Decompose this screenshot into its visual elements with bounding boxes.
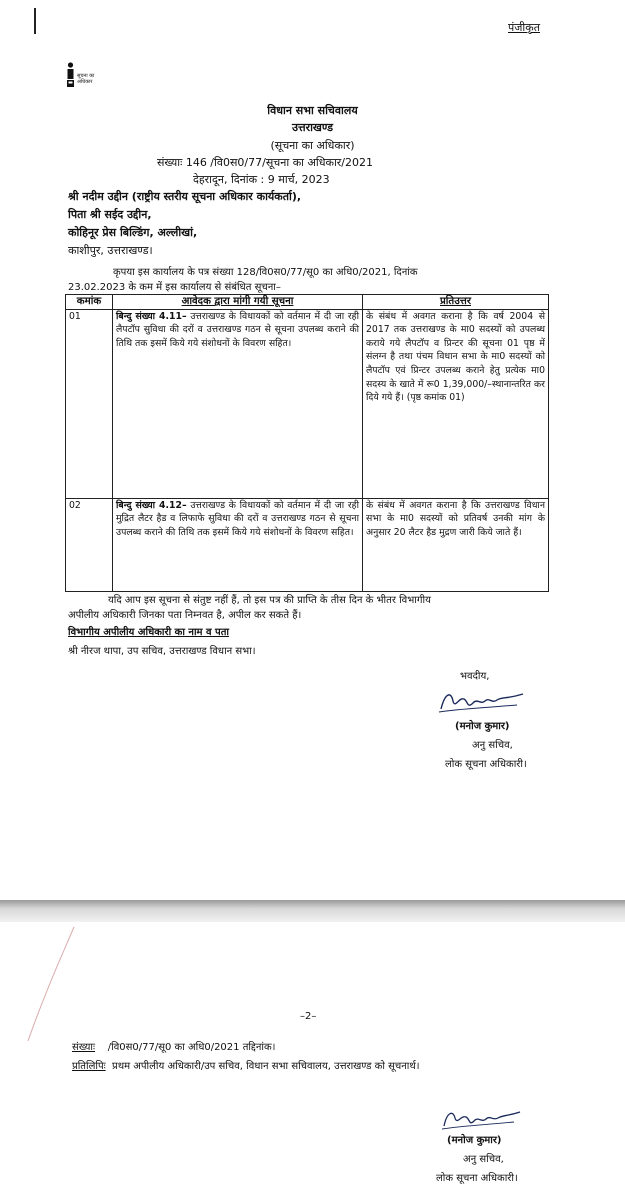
signature-icon [440,1106,522,1132]
intro-line-1: कृपया इस कार्यालय के पत्र संख्या 128/वि0स0/77/सू0 का अधि0/2021, दिनांक [113,267,418,278]
row-number: 01 [66,309,113,498]
addressee-line-1: श्री नदीम उद्दीन (राष्ट्रीय स्तरीय सूचना अधिकार कार्यकर्ता), [68,190,302,203]
reference-text: /वि0स0/77/सू0 का अधि0/2021 तद्दिनांक। [95,1042,276,1053]
table-header-row [66,295,549,310]
signatory-title-1: अनु सचिव, [463,1154,504,1165]
copy-to [72,1058,420,1072]
copy-label: प्रतिलिपिः [72,1061,106,1072]
copy-text: प्रथम अपीलीय अधिकारी/उप सचिव, विधान सभा सचिवालय, उत्तराखण्ड को सूचनार्थ। [105,1061,420,1072]
header-line-2: उत्तराखण्ड [291,121,334,134]
table-row [66,498,549,591]
reference-label: संख्याः [72,1042,96,1053]
row-question [113,498,363,591]
intro-line-2: 23.02.2023 के कम में इस कार्यालय से संबंधित सूचना– [68,282,281,293]
information-table [65,294,549,592]
appeal-heading: विभागीय अपीलीय अधिकारी का नाम व पता [68,627,230,638]
header-question: आवेदक द्वारा मांगी गयी सूचना [113,295,363,310]
addressee-line-4: काशीपुर, उत्तराखण्ड। [68,244,153,257]
rti-logo-icon [66,62,106,92]
closing-salutation: भवदीय, [460,671,490,682]
reference-number: संख्याः 146 /वि0स0/77/सूचना का अधिकार/2021 [157,156,374,169]
table-row [66,309,549,498]
question-point: बिन्दु संख्या 4.11– [116,310,187,322]
row-answer: के संबंध में अवगत कराना है कि वर्ष 2004 से 2017 तक उत्तराखण्ड के मा0 सदस्यों को उपलब्ध कराये गये लैपटॉप व प्रिन्टर की सूचना 01 पृष्ठ में संलग्न है तथा पंचम विधान सभा के मा0 सदस्यों को लैपटॉप एवं प्रिन्टर उपलब्ध कराने हेतु प्रत्येक मा0 सदस्य के खाते में रू0 1,39,000/–स्थानान्तरित कर दिये गये हैं। (पृष्ठ कमांक 01) [363,309,549,498]
logo-caption: सूचना का अधिकार [77,73,95,85]
question-text: उत्तराखण्ड के विधायकों को वर्तमान में दी जा रही मुद्रित लैटर हैड व लिफाफे सुविधा की दरों व उत्तराखण्ड गठन से सूचना उपलब्ध कराने की तिथि तक इसमें किये गये संशोधनों के विवरण सहित। [116,499,360,538]
page-separator [0,900,625,922]
row-question [113,309,363,498]
header-line-1: विधान सभा सचिवालय [267,104,358,117]
question-point: बिन्दु संख्या 4.12– [116,499,187,511]
signatory-name: (मनोज कुमार) [447,1135,502,1146]
register-mark: पंजीकृत [508,21,540,34]
row-answer: के संबंध में अवगत कराना है कि उत्तराखण्ड विधान सभा के मा0 सदस्यों को प्रतिवर्ष उनकी मांग के अनुसार 20 लैटर हैड मुद्रण जारी किये जाते हैं। [363,498,549,591]
signature-icon [437,687,527,717]
appeal-line-1: यदि आप इस सूचना से संतुष्ट नहीं हैं, तो इस पत्र की प्राप्ति के तीस दिन के भीतर विभागीय [108,595,431,606]
rti-figure-icon [66,62,75,88]
signatory-title-2: लोक सूचना अधिकारी। [436,1173,518,1184]
margin-mark [34,8,36,34]
header-line-3: (सूचना का अधिकार) [270,139,355,152]
appeal-line-2: अपीलीय अधिकारी जिनका पता निम्नवत है, अपील कर सकते हैं। [68,610,302,621]
signatory-name: (मनोज कुमार) [455,721,510,732]
page-two [0,922,625,1196]
header-serial: कमांक [66,295,113,310]
page-number: –2– [300,1011,317,1022]
header-answer: प्रतिउत्तर [363,295,549,310]
copy-reference [72,1039,275,1053]
addressee-line-3: कोहिनूर प्रेस बिल्डिंग, अल्लीखां, [68,226,198,239]
question-text: उत्तराखण्ड के विधायकों को वर्तमान में दी जा रही लैपटॉप सुविधा की दरों व उत्तराखण्ड गठन से सूचना उपलब्ध कराने की तिथि तक इसमें किये गये संशोधनों के विवरण सहित। [116,310,360,349]
appeal-officer: श्री नीरज थापा, उप सचिव, उत्तराखण्ड विधान सभा। [68,646,256,657]
row-number: 02 [66,498,113,591]
signatory-title-2: लोक सूचना अधिकारी। [445,759,527,770]
date-line: देहरादून, दिनांक : 9 मार्च, 2023 [193,173,330,186]
stray-mark-icon [22,925,82,1045]
addressee-line-2: पिता श्री सईद उद्दीन, [68,208,152,221]
signatory-title-1: अनु सचिव, [472,740,513,751]
